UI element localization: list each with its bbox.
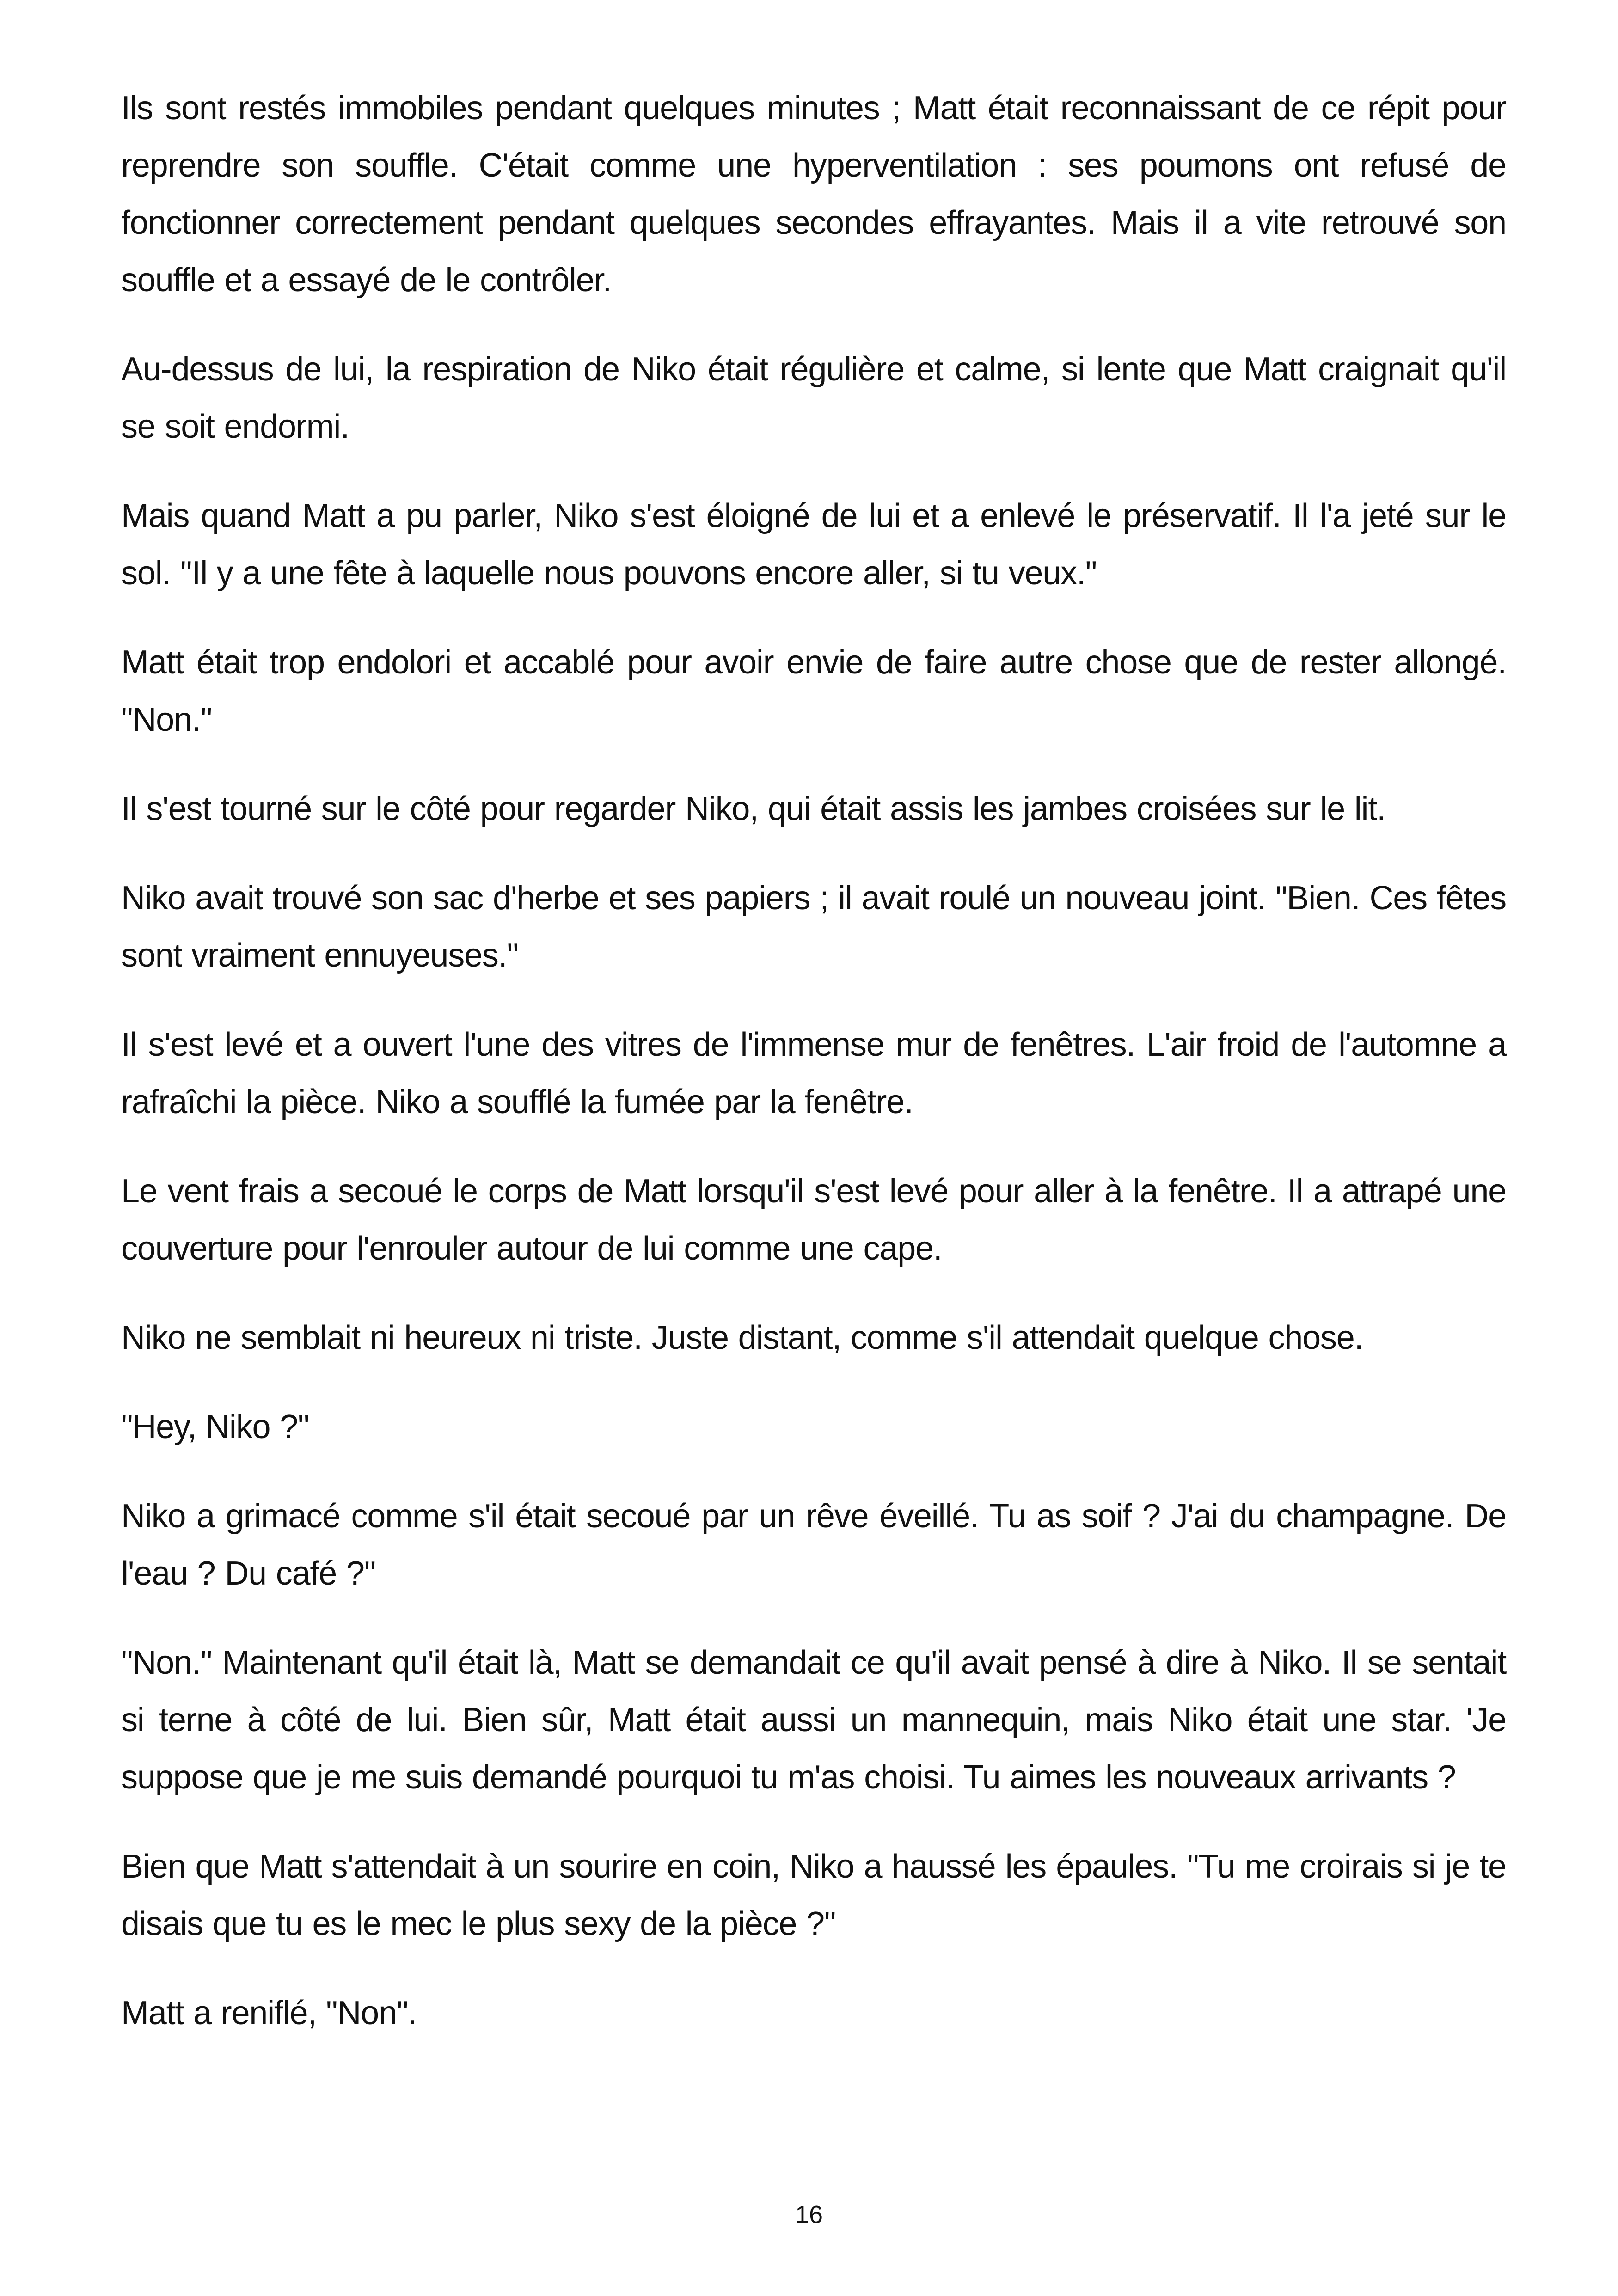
- paragraph-4: Matt était trop endolori et accablé pour avoir envie de faire autre chose que de rester allongé. "Non.": [121, 644, 1506, 738]
- paragraph-9: Niko ne semblait ni heureux ni triste. Juste distant, comme s'il attendait quelque chose.: [121, 1319, 1363, 1356]
- paragraph-10: "Hey, Niko ?": [121, 1408, 309, 1445]
- paragraph-8: Le vent frais a secoué le corps de Matt lorsqu'il s'est levé pour aller à la fenêtre. Il a attrapé une couverture pour l'enrouler autour de lui comme une cape.: [121, 1173, 1506, 1267]
- paragraph-3: Mais quand Matt a pu parler, Niko s'est éloigné de lui et a enlevé le préservatif. Il l'a jeté sur le sol. "Il y a une fête à laquelle nous pouvons encore aller, si tu veux.": [121, 497, 1506, 592]
- paragraph-14: Matt a reniflé, "Non".: [121, 1995, 417, 2032]
- paragraph-7: Il s'est levé et a ouvert l'une des vitres de l'immense mur de fenêtres. L'air froid de l'automne a rafraîchi la pièce. Niko a soufflé la fumée par la fenêtre.: [121, 1026, 1506, 1120]
- page-number: 16: [795, 2201, 823, 2229]
- body-text: [121, 80, 1506, 2074]
- paragraph-11: Niko a grimacé comme s'il était secoué par un rêve éveillé. Tu as soif ? J'ai du champagne. De l'eau ? Du café ?": [121, 1498, 1506, 1592]
- paragraph-1: Ils sont restés immobiles pendant quelques minutes ; Matt était reconnaissant de ce répit pour reprendre son souffle. C'était comme une hyperventilation : ses poumons ont refusé de fonctionner correctement pendant quelques secondes effrayantes. Mais il a vite retrouvé son souffle et a essayé de le contrôler.: [121, 90, 1506, 299]
- paragraph-5: Il s'est tourné sur le côté pour regarder Niko, qui était assis les jambes croisées sur le lit.: [121, 790, 1385, 827]
- paragraph-12: "Non." Maintenant qu'il était là, Matt se demandait ce qu'il avait pensé à dire à Niko. Il se sentait si terne à côté de lui. Bien sûr, Matt était aussi un mannequin, mais Niko était une star. 'Je suppose que je me suis demandé pourquoi tu m'as choisi. Tu aimes les nouveaux arrivants ?: [121, 1644, 1506, 1796]
- paragraph-2: Au-dessus de lui, la respiration de Niko était régulière et calme, si lente que Matt craignait qu'il se soit endormi.: [121, 351, 1506, 445]
- paragraph-13: Bien que Matt s'attendait à un sourire en coin, Niko a haussé les épaules. "Tu me croirais si je te disais que tu es le mec le plus sexy de la pièce ?": [121, 1848, 1506, 1942]
- paragraph-6: Niko avait trouvé son sac d'herbe et ses papiers ; il avait roulé un nouveau joint. "Bien. Ces fêtes sont vraiment ennuyeuses.": [121, 880, 1506, 974]
